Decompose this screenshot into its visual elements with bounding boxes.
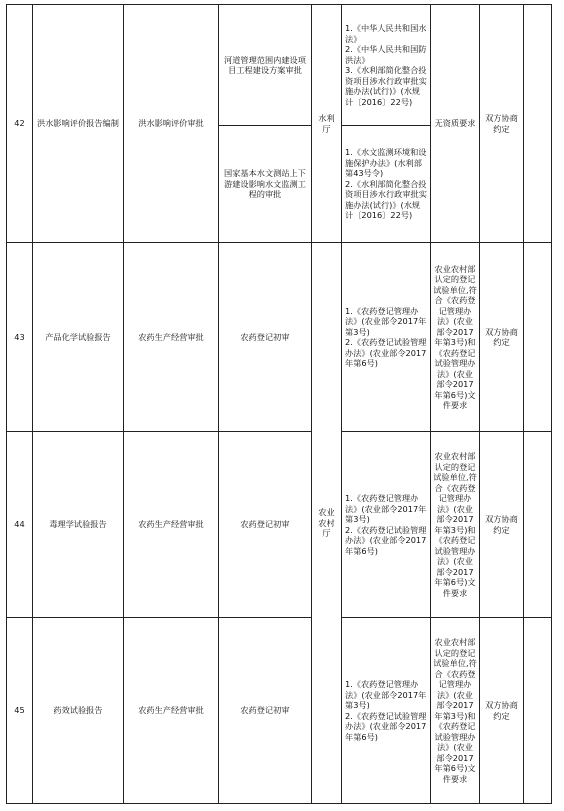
legal-basis-item: 3.《水利部简化整合投资项目涉水行政审批实施办法(试行)》(水规计〔2016〕22号) bbox=[345, 65, 427, 107]
legal-basis bbox=[342, 432, 431, 618]
legal-basis bbox=[342, 126, 431, 243]
row-number: 45 bbox=[7, 618, 33, 804]
table-row bbox=[7, 5, 552, 126]
legal-basis-item: 2.《农药登记试验管理办法》(农业部令2017年第6号) bbox=[345, 524, 427, 556]
row-number: 43 bbox=[7, 243, 33, 432]
sub-item: 农药登记初审 bbox=[219, 243, 312, 432]
qualification-requirement: 无资质要求 bbox=[431, 5, 480, 243]
charging-method: 双方协商约定 bbox=[480, 243, 524, 432]
approval-item: 洪水影响评价审批 bbox=[124, 5, 219, 243]
approval-item: 农药生产经营审批 bbox=[124, 618, 219, 804]
intermediary-services-table bbox=[6, 4, 552, 804]
legal-basis-item: 1.《农药登记管理办法》(农业部令2017年第3号) bbox=[345, 305, 427, 337]
legal-basis-item: 1.《中华人民共和国水法》 bbox=[345, 23, 427, 44]
legal-basis bbox=[342, 618, 431, 804]
legal-basis-item: 2.《水利部简化整合投资项目涉水行政审批实施办法(试行)》(水规计〔2016〕22号) bbox=[345, 178, 427, 221]
legal-basis-item: 1.《水文监测环境和设施保护办法》(水利部第43号令) bbox=[345, 147, 427, 179]
legal-basis-item: 2.《中华人民共和国防洪法》 bbox=[345, 44, 427, 65]
qualification-requirement: 农业农村部认定的登记试验单位,符合《农药登记管理办法》(农业部令2017年第3号)和《农药登记试验管理办法》(农业部令2017年第6号)文件要求 bbox=[431, 432, 480, 618]
remarks bbox=[524, 243, 552, 432]
legal-basis-item: 1.《农药登记管理办法》(农业部令2017年第3号) bbox=[345, 493, 427, 524]
service-material: 药效试验报告 bbox=[33, 618, 124, 804]
charging-method: 双方协商约定 bbox=[480, 5, 524, 243]
table-row bbox=[7, 432, 552, 618]
department: 农业农村厅 bbox=[312, 243, 342, 804]
remarks bbox=[524, 432, 552, 618]
legal-basis bbox=[342, 243, 431, 432]
legal-basis-item: 2.《农药登记试验管理办法》(农业部令2017年第6号) bbox=[345, 337, 427, 368]
department: 水利厅 bbox=[312, 5, 342, 243]
sub-item: 国家基本水文测站上下游建设影响水文监测工程的审批 bbox=[219, 126, 312, 243]
table-row bbox=[7, 618, 552, 804]
service-material: 毒理学试验报告 bbox=[33, 432, 124, 618]
charging-method: 双方协商约定 bbox=[480, 618, 524, 804]
approval-item: 农药生产经营审批 bbox=[124, 243, 219, 432]
legal-basis-item: 2.《农药登记试验管理办法》(农业部令2017年第6号) bbox=[345, 710, 427, 742]
remarks bbox=[524, 618, 552, 804]
sub-item: 农药登记初审 bbox=[219, 432, 312, 618]
approval-item: 农药生产经营审批 bbox=[124, 432, 219, 618]
row-number: 44 bbox=[7, 432, 33, 618]
service-material: 洪水影响评价报告编制 bbox=[33, 5, 124, 243]
charging-method: 双方协商约定 bbox=[480, 432, 524, 618]
qualification-requirement: 农业农村部认定的登记试验单位,符合《农药登记管理办法》(农业部令2017年第3号)和《农药登记试验管理办法》(农业部令2017年第6号)文件要求 bbox=[431, 618, 480, 804]
row-number: 42 bbox=[7, 5, 33, 243]
legal-basis bbox=[342, 5, 431, 126]
remarks bbox=[524, 5, 552, 243]
legal-basis-item: 1.《农药登记管理办法》(农业部令2017年第3号) bbox=[345, 679, 427, 710]
table-row bbox=[7, 243, 552, 432]
sub-item: 农药登记初审 bbox=[219, 618, 312, 804]
service-material: 产品化学试验报告 bbox=[33, 243, 124, 432]
sub-item: 河道管理范围内建设项目工程建设方案审批 bbox=[219, 5, 312, 126]
qualification-requirement: 农业农村部认定的登记试验单位,符合《农药登记管理办法》(农业部令2017年第3号)和《农药登记试验管理办法》(农业部令2017年第6号)文件要求 bbox=[431, 243, 480, 432]
